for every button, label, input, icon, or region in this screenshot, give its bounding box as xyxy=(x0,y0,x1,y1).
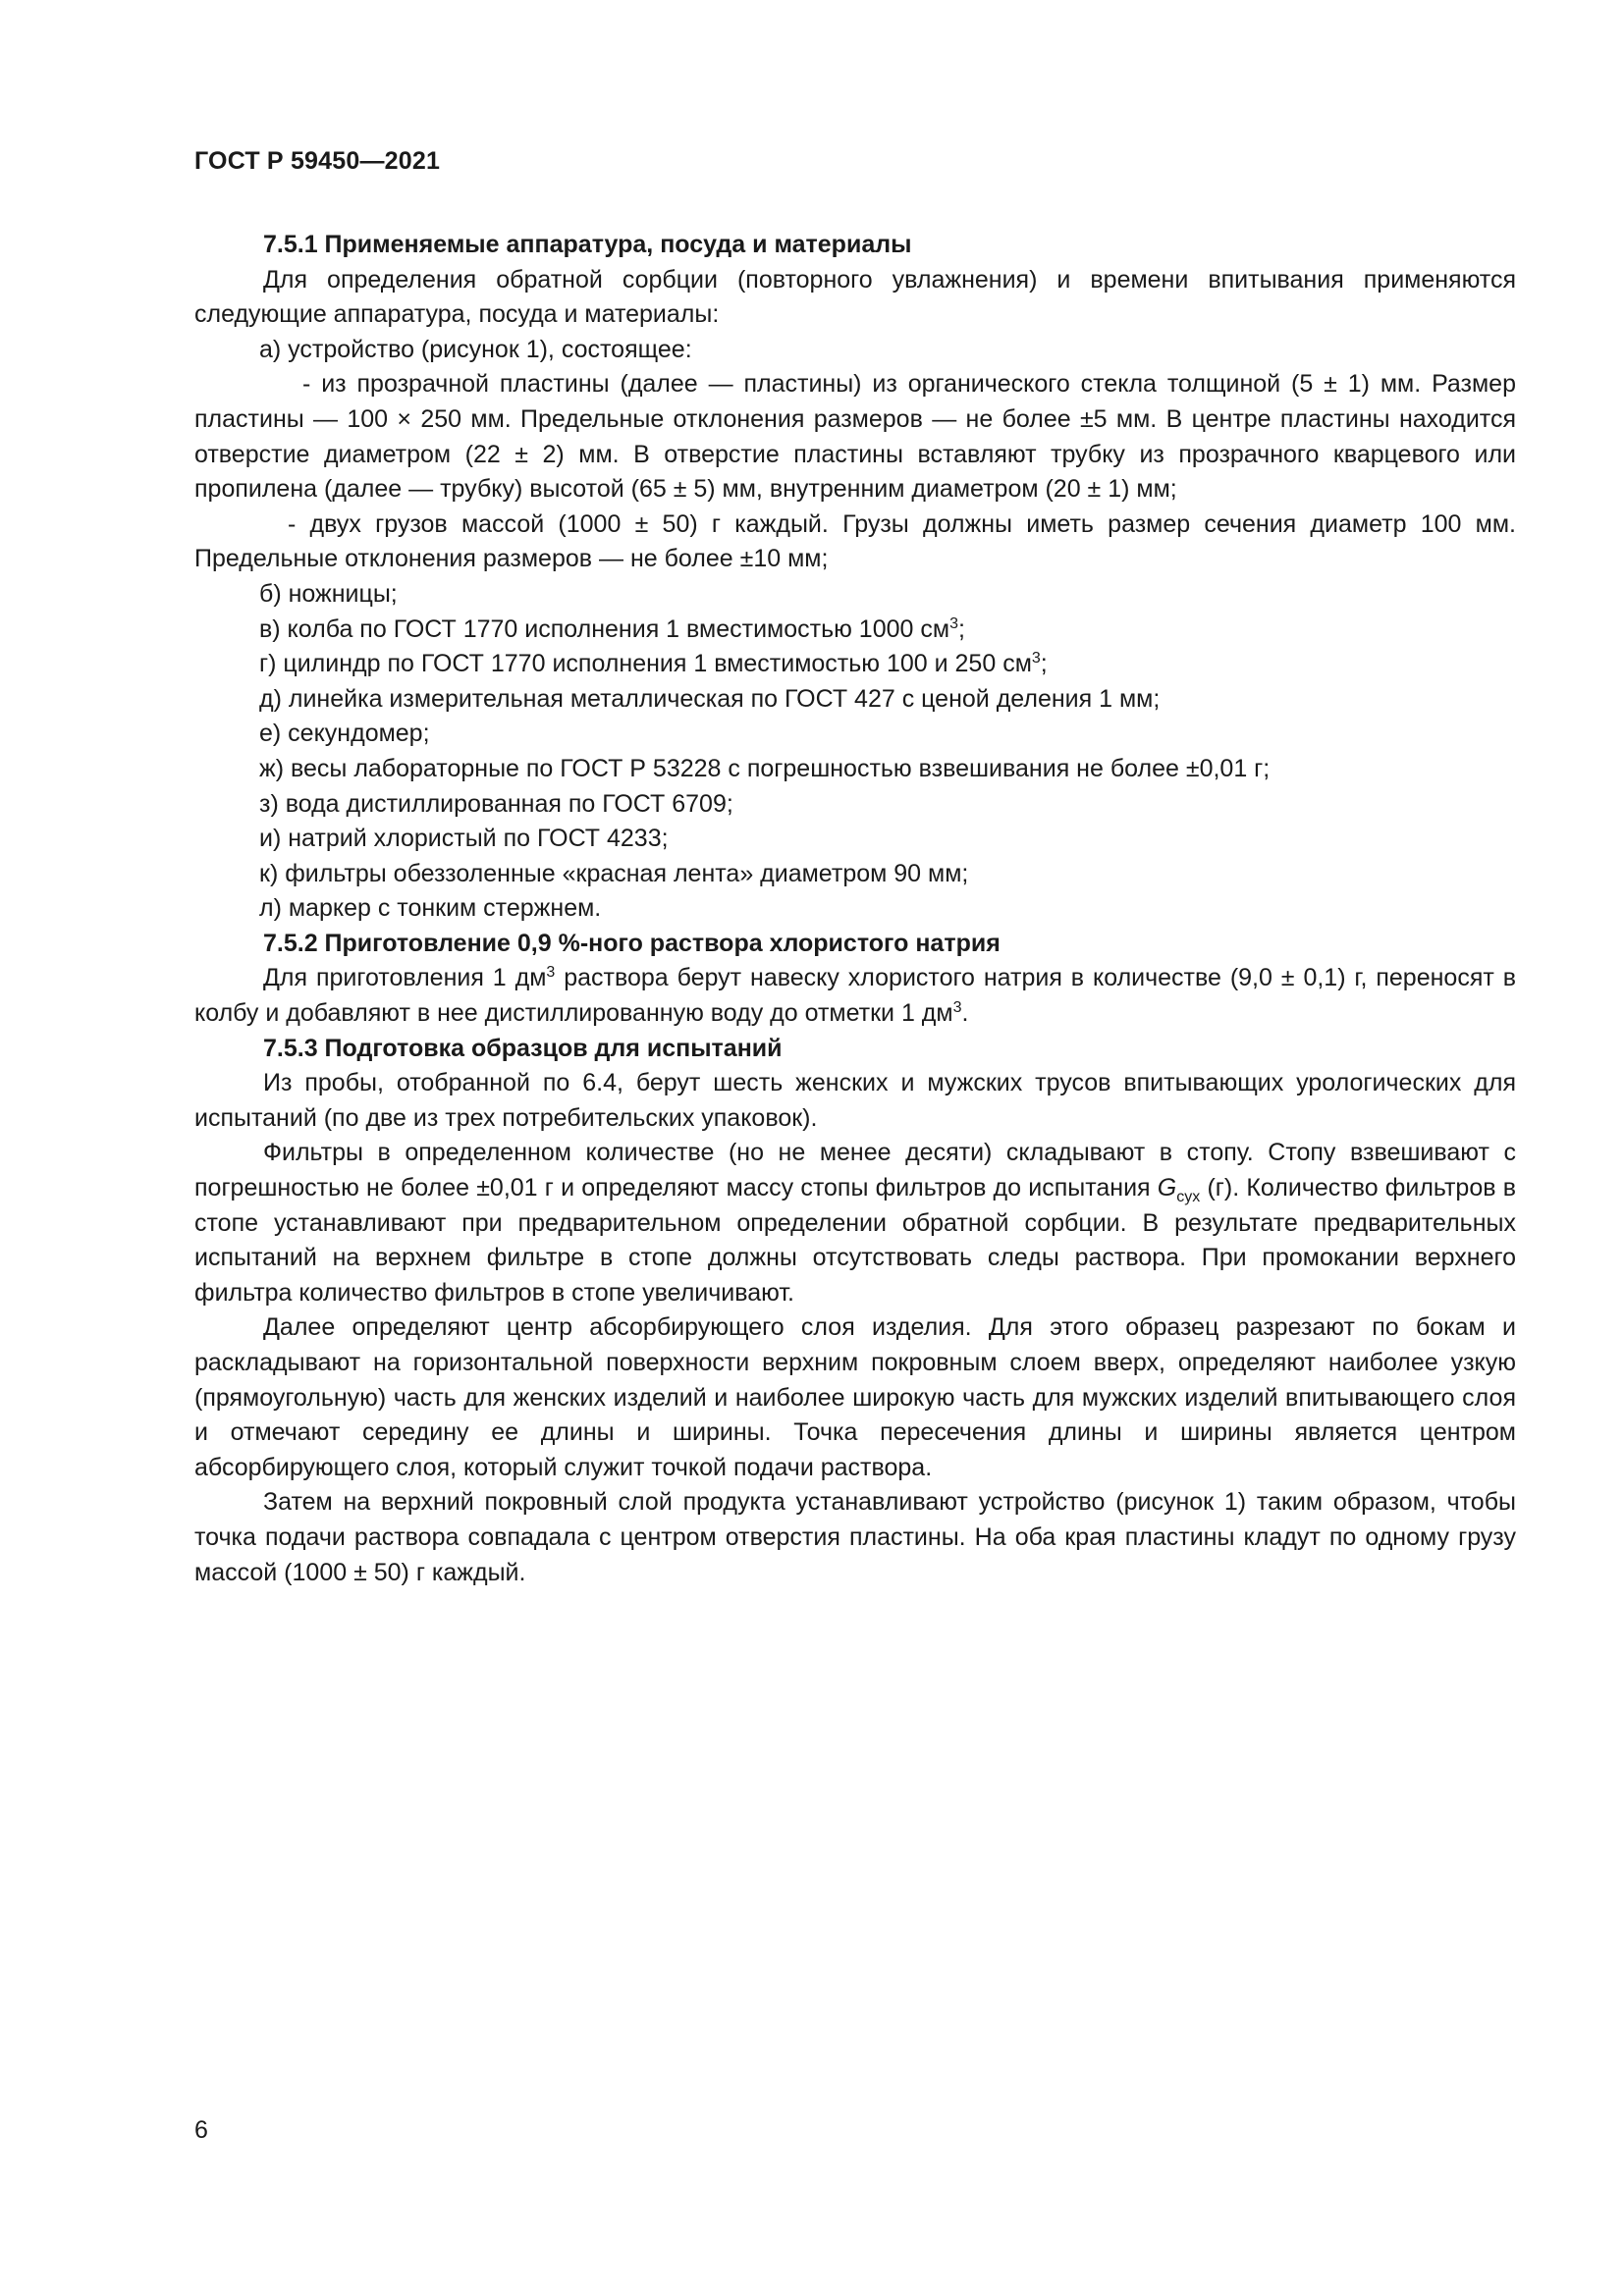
paragraph: Для определения обратной сорбции (повторного увлажнения) и времени впитывания применяются следующие аппаратура, посуда и материалы: xyxy=(194,265,1516,329)
list-item-k: к) фильтры обеззоленные «красная лента» диаметром 90 мм; xyxy=(259,859,969,887)
list-item-a: а) устройство (рисунок 1), состоящее: xyxy=(259,335,692,363)
paragraph: Затем на верхний покровный слой продукта устанавливают устройство (рисунок 1) таким образом, чтобы точка подачи раствора совпадала с центром отверстия пластины. На оба края пластины кладут по одному грузу массой (1000 ± 50) г каждый. xyxy=(194,1488,1516,1586)
list-item-g: г) цилиндр по ГОСТ 1770 исполнения 1 вместимостью 100 и 250 $см^3$; xyxy=(259,650,1048,678)
list-item-i: и) натрий хлористый по ГОСТ 4233; xyxy=(259,825,669,853)
page-number: 6 xyxy=(194,2116,208,2144)
list-subitem-weights: - двух грузов массой (1000 ± 50) г каждый. Грузы должны иметь размер сечения диаметр 100 мм. Предельные отклонения размеров — не более ±10 мм; xyxy=(194,509,1516,573)
list-subitem-plate: - из прозрачной пластины (далее — пластины) из органического стекла толщиной (5 ± 1) мм. Размер пластины — 100 × 250 мм. Предельные отклонения размеров — не более ±5 мм. В центре пластины находится отверстие диаметром (22 ± 2) мм. В отверстие пластины вставляют трубку из прозрачного кварцевого или пропилена (далее — трубку) высотой (65 ± 5) мм, внутренним диаметром (20 ± 1) мм; xyxy=(194,370,1516,504)
paragraph: Из пробы, отобранной по 6.4, берут шесть женских и мужских трусов впитывающих урологических для испытаний (по две из трех потребительских упаковок). xyxy=(194,1069,1516,1132)
section-heading-7-5-3: 7.5.3 Подготовка образцов для испытаний xyxy=(263,1034,783,1062)
list-item-z: з) вода дистиллированная по ГОСТ 6709; xyxy=(259,789,733,818)
standard-designation: ГОСТ Р 59450—2021 xyxy=(194,147,441,175)
list-item-l: л) маркер с тонким стержнем. xyxy=(259,894,602,923)
list-item-b: б) ножницы; xyxy=(259,579,398,608)
list-item-d: д) линейка измерительная металлическая по ГОСТ 427 с ценой деления 1 мм; xyxy=(259,684,1161,713)
section-heading-7-5-2: 7.5.2 Приготовление 0,9 %-ного раствора хлористого натрия xyxy=(263,929,1001,957)
paragraph: Далее определяют центр абсорбирующего слоя изделия. Для этого образец разрезают по бокам и раскладывают на горизонтальной поверхности верхним покровным слоем вверх, определяют наиболее узкую (прямоугольную) часть для женских изделий и наиболее широкую часть для мужских изделий впитывающего слоя и отмечают середину ее длины и ширины. Точка пересечения длины и ширины является центром абсорбирующего слоя, который служит точкой подачи раствора. xyxy=(194,1313,1516,1481)
list-item-e: е) секундомер; xyxy=(259,720,430,748)
section-heading-7-5-1: 7.5.1 Применяемые аппаратура, посуда и материалы xyxy=(263,231,912,258)
list-item-zh: ж) весы лабораторные по ГОСТ Р 53228 с погрешностью взвешивания не более ±0,01 г; xyxy=(259,754,1271,782)
list-item-v: в) колба по ГОСТ 1770 исполнения 1 вместимостью 1000 $см^3$; xyxy=(259,614,965,643)
document-body xyxy=(194,228,1516,1590)
paragraph: Фильтры в определенном количестве (но не менее десяти) складывают в стопу. Стопу взвешивают с погрешностью не более ±0,01 г и определяют массу стопы фильтров до испытания $G_{сух}$ (г). Количество фильтров в стопе устанавливают при предварительном определении обратной сорбции. В результате предварительных испытаний на верхнем фильтре в стопе должны отсутствовать следы раствора. При промокании верхнего фильтра количество фильтров в стопе увеличивают. xyxy=(194,1139,1516,1307)
paragraph: Для приготовления 1 $дм^3$ раствора берут навеску хлористого натрия в количестве (9,0 ± 0,1) г, переносят в колбу и добавляют в нее дистиллированную воду до отметки 1 $дм^3$. xyxy=(194,964,1517,1028)
